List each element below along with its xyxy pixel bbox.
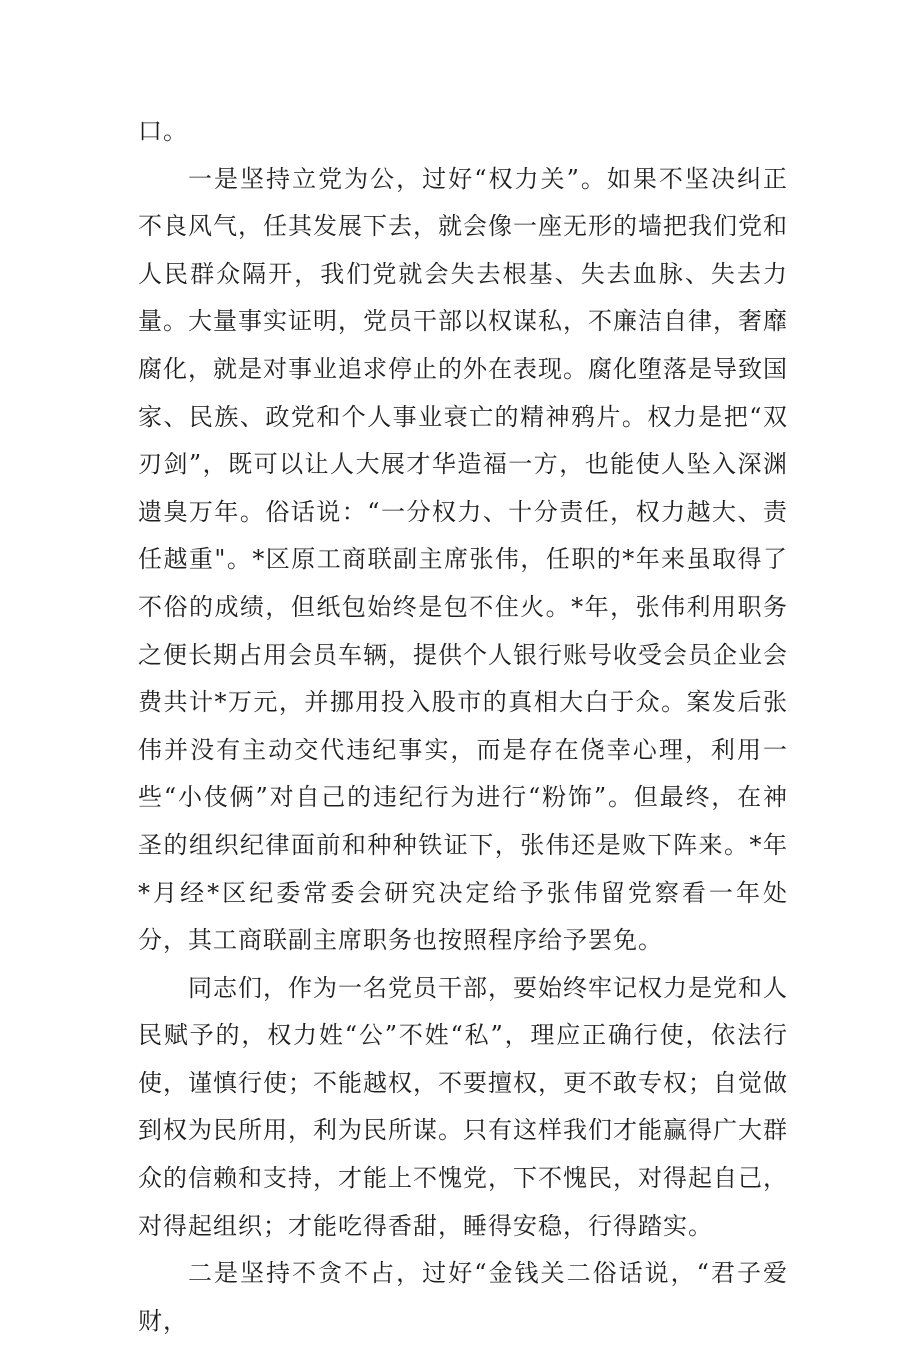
paragraph-power-gate: 一是坚持立党为公，过好“权力关”。如果不坚决纠正不良风气，任其发展下去，就会像一座无形的墙把我们党和人民群众隔开，我们党就会失去根基、失去血脉、失去力量。大量事实证明，党员干部以权谋私，不廉洁自律，奢靡腐化，就是对事业追求停止的外在表现。腐化堕落是导致国家、民族、政党和个人事业衰亡的精神鸦片。权力是把“双刃剑”，既可以让人大展才华造福一方，也能使人坠入深渊遗臭万年。俗话说：“一分权力、十分责任，权力越大、责任越重"。*区原工商联副主席张伟，任职的*年来虽取得了不俗的成绩，但纸包始终是包不住火。*年，张伟利用职务之便长期占用会员车辆，提供个人银行账号收受会员企业会费共计*万元，并挪用投入股市的真相大白于众。案发后张伟并没有主动交代违纪事实，而是存在侥幸心理，利用一些“小伎俩”对自己的违纪行为进行“粉饰”。但最终，在神圣的组织纪律面前和种种铁证下，张伟还是败下阵来。*年*月经*区纪委常委会研究决定给予张伟留党察看一年处分，其工商联副主席职务也按照程序给予罢免。 — [138, 164, 788, 955]
paragraph-money-gate: 二是坚持不贪不占，过好“金钱关二俗话说，“君子爱财， — [138, 1259, 788, 1335]
paragraph-continuation: 口。 — [138, 117, 188, 145]
document-body — [138, 108, 788, 1345]
paragraph-comrades: 同志们，作为一名党员干部，要始终牢记权力是党和人民赋予的，权力姓“公”不姓“私”，理应正确行使，依法行使，谨慎行使；不能越权，不要擅权，更不敢专权；自觉做到权为民所用，利为民所谋。只有这样我们才能赢得广大群众的信赖和支持，才能上不愧党，下不愧民，对得起自己，对得起组织；才能吃得香甜，睡得安稳，行得踏实。 — [138, 973, 788, 1240]
